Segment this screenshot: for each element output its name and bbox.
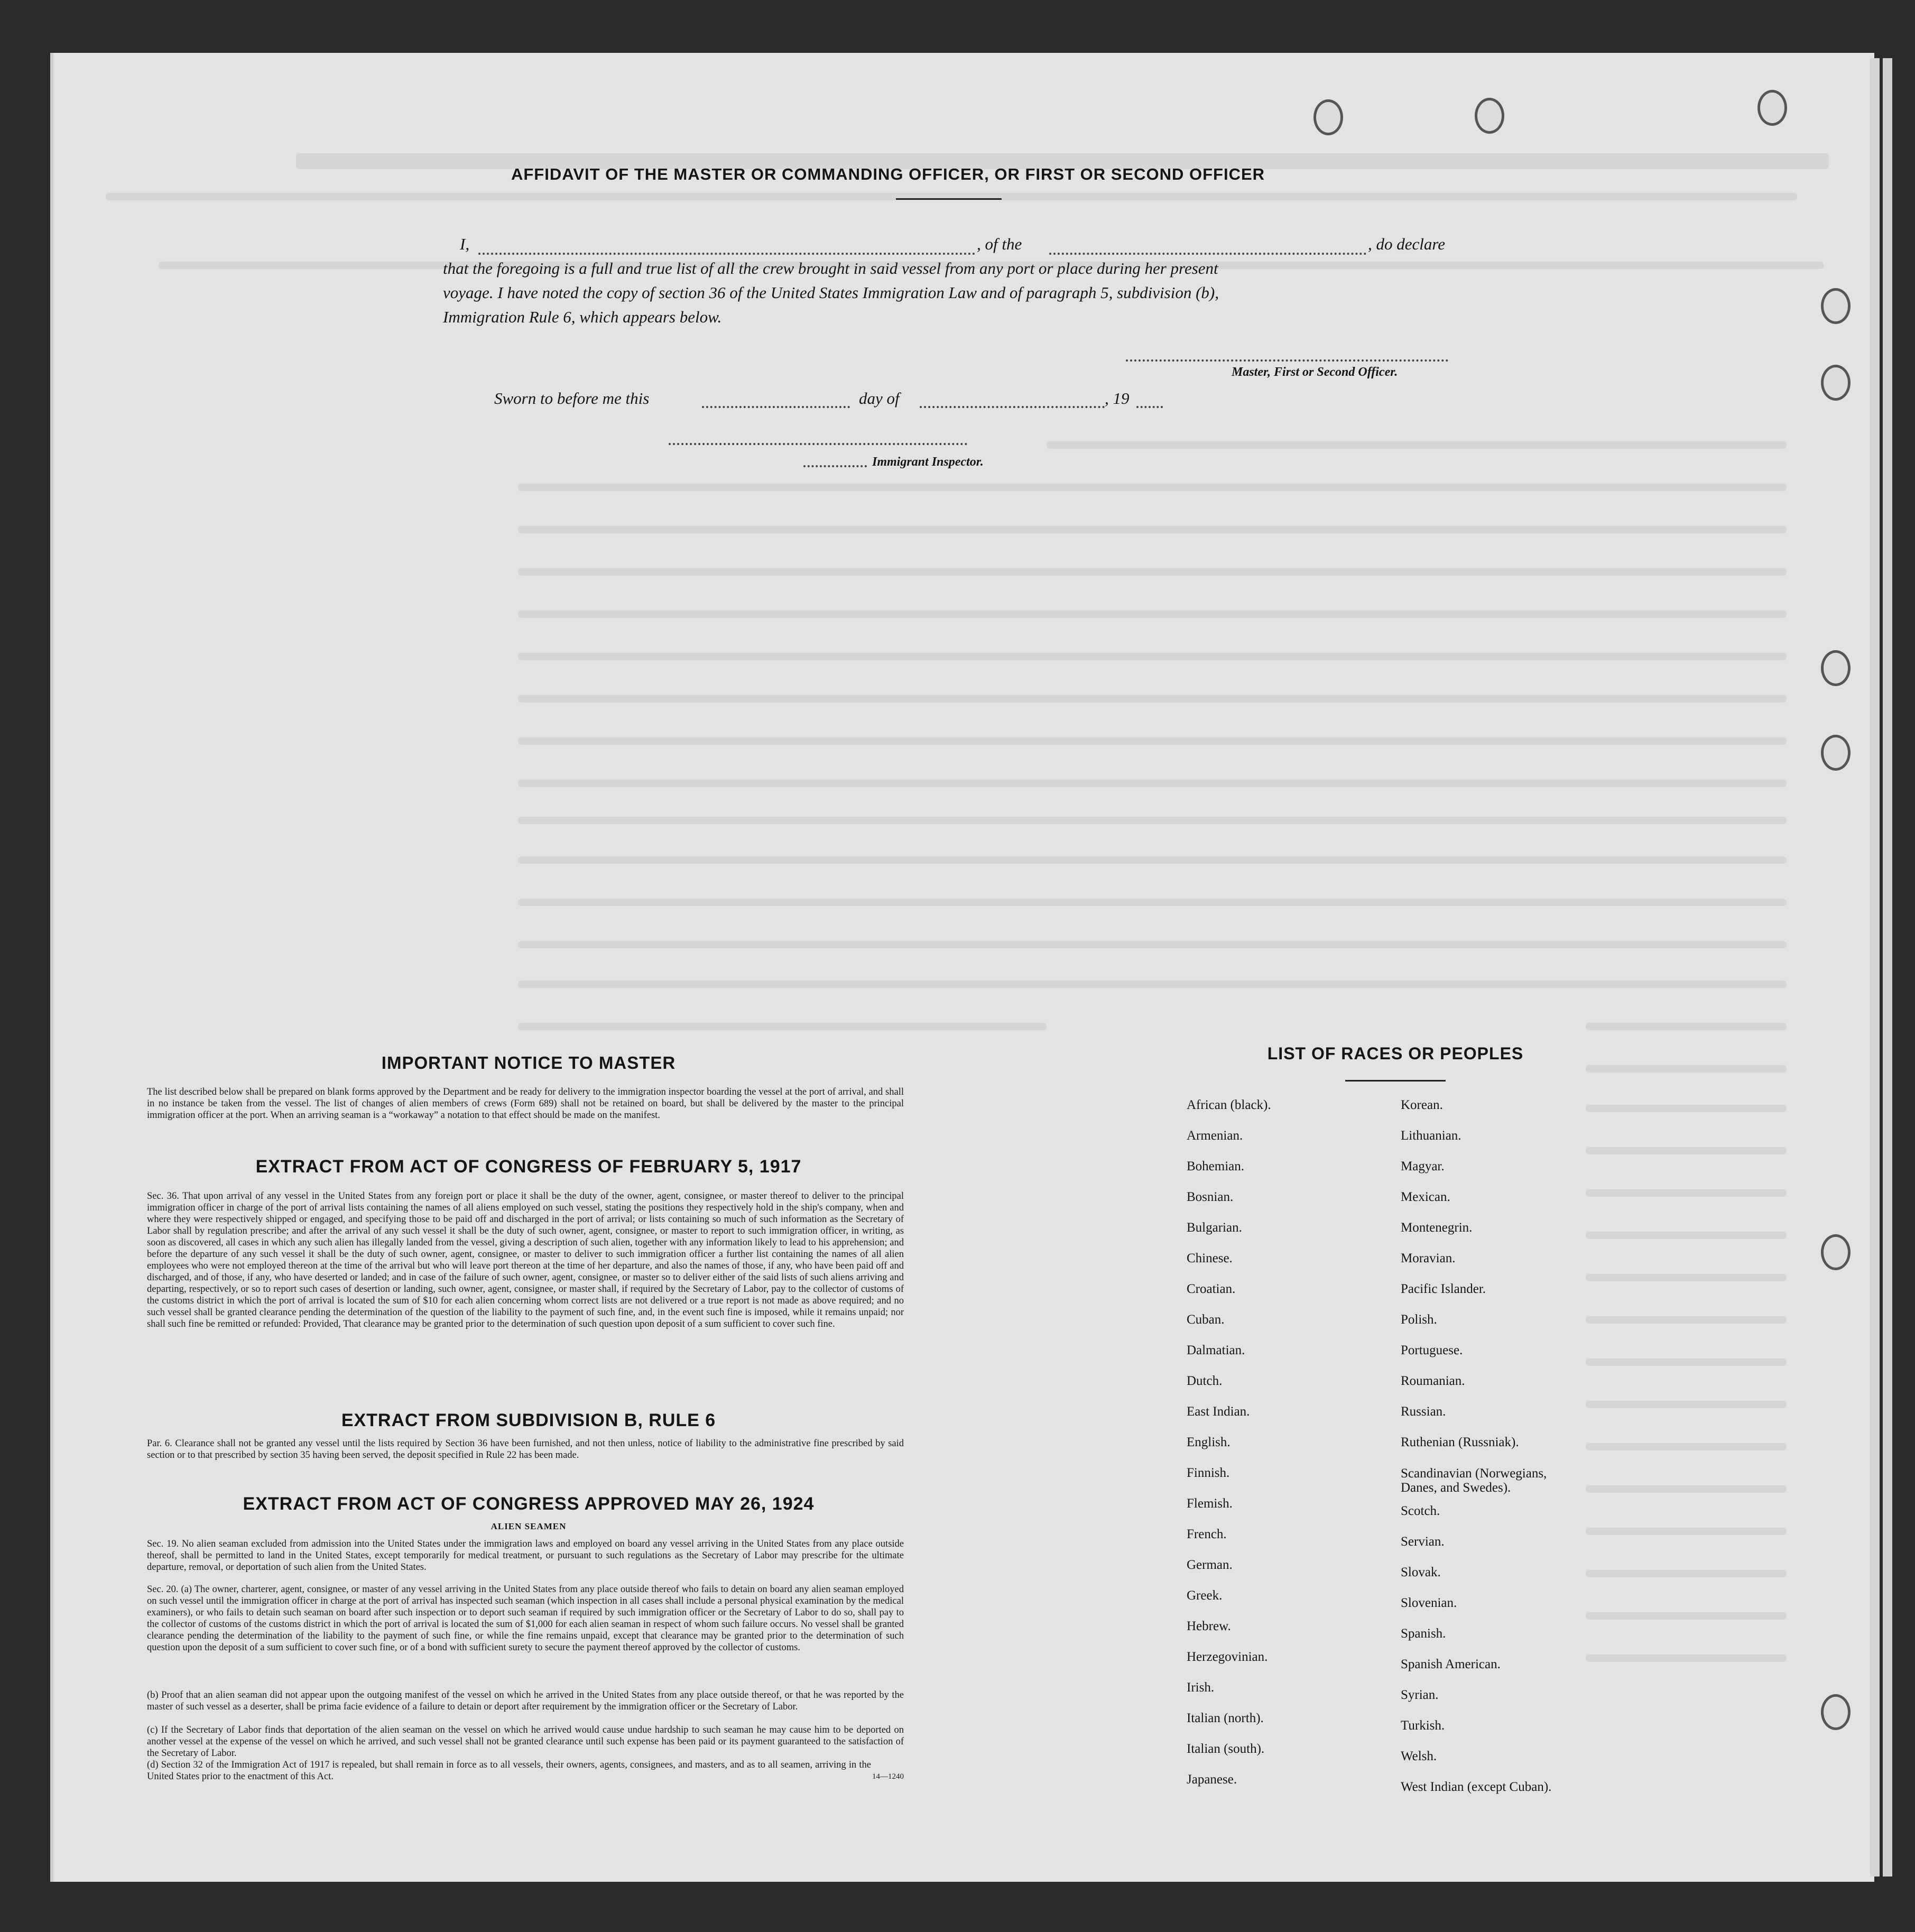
- bleed-through: [1047, 441, 1787, 449]
- sworn-year-line[interactable]: [1136, 406, 1163, 408]
- race-item-left: Hebrew.: [1187, 1619, 1231, 1633]
- race-item-right: Ruthenian (Russniak).: [1401, 1435, 1519, 1449]
- bleed-through: [518, 1023, 1047, 1030]
- punch-hole: [1821, 365, 1851, 401]
- bleed-through: [1586, 1105, 1787, 1112]
- bleed-through: [1586, 1316, 1787, 1324]
- race-item-right: Roumanian.: [1401, 1374, 1465, 1388]
- race-item-left: Bohemian.: [1187, 1159, 1245, 1173]
- race-item-left: African (black).: [1187, 1098, 1271, 1112]
- race-item-right: Korean.: [1401, 1098, 1443, 1112]
- bleed-through: [518, 484, 1787, 491]
- bleed-through: [518, 817, 1787, 824]
- bleed-through: [1586, 1358, 1787, 1366]
- extract-1924-sec20d: (d) Section 32 of the Immigration Act of 1917 is repealed, but shall remain in force as to all vessels, their owners, agents, consignees, and masters, and as to all seamen, arriving in the United States prior to the enactment of this Act.: [147, 1760, 871, 1782]
- race-item-left: Dalmatian.: [1187, 1343, 1245, 1357]
- extract-1924-sec20b: (b) Proof that an alien seaman did not appear upon the outgoing manifest of the vessel on which he arrived in the United States from any place outside thereof, or that he was reported by the master of such vessel as a deserter, shall be prima facie evidence of a failure to detain or deport after requirement by the immigration officer or the Secretary of Labor.: [147, 1690, 904, 1712]
- extract-1924-sec20a: Sec. 20. (a) The owner, charterer, agent, consignee, or master of any vessel arriving in the United States from any place outside thereof who fails to detain on board any alien seaman employed on such vessel until the immigration officer in charge at the port of arrival has inspected such seaman (which inspection in all cases shall include a personal physical examination by the medical examiners), or who fails to detain such seaman on board after such inspection or to deport such seaman if required by such immigration officer or the Secretary of Labor to do so, shall pay to the collector of customs of the customs district in which the port of arrival is located the sum of $1,000 for each alien seaman in respect of whom such failure occurs. No vessel shall be granted clearance pending the determination of the liability to the payment of such fine, or while the fine remains unpaid, except that clearance may be granted prior to the determination of such question upon the deposit of a sum sufficient to cover such fine, or of a bond with sufficient surety to secure the payment thereof approved by the collector of customs.: [147, 1584, 904, 1653]
- race-item-right: Syrian.: [1401, 1688, 1439, 1702]
- notice-title: IMPORTANT NOTICE TO MASTER: [381, 1053, 676, 1073]
- affidavit-body-line3: Immigration Rule 6, which appears below.: [443, 308, 722, 326]
- extract-rule6-text: Par. 6. Clearance shall not be granted any vessel until the lists required by Section 36 have been furnished, and not then unless, notice of liability to the administrative fine prescribed by said section or to that prescribed by section 35 having been served, the deposit specified in Rule 22 has been made.: [147, 1438, 904, 1460]
- affidavit-line1-declare: , do declare: [1368, 235, 1446, 253]
- race-item-left: English.: [1187, 1435, 1231, 1449]
- bleed-through: [518, 611, 1787, 618]
- bleed-through: [518, 899, 1787, 906]
- punch-hole: [1821, 1234, 1851, 1270]
- bleed-through: [518, 780, 1787, 787]
- bleed-through: [518, 941, 1787, 948]
- race-item-right: Slovenian.: [1401, 1596, 1457, 1610]
- bleed-through: [1586, 1654, 1787, 1662]
- race-item-right: Russian.: [1401, 1404, 1446, 1419]
- extract-1924-sec20c: (c) If the Secretary of Labor finds that deportation of the alien seaman on the vessel on which he arrived would cause undue hardship to such seaman he may cause him to be deported on another vessel at the expense of the vessel on which he arrived, and such vessel shall not be granted clearance until such expense has been paid or its payment guaranteed to the satisfaction of the Secretary of Labor.: [147, 1725, 904, 1759]
- race-item-left: Italian (north).: [1187, 1711, 1264, 1725]
- races-left-column: [1187, 1090, 1271, 1795]
- bleed-through: [518, 737, 1787, 745]
- race-item-left: German.: [1187, 1558, 1233, 1572]
- race-item-left: Bulgarian.: [1187, 1221, 1242, 1235]
- sworn-prefix: Sworn to before me this: [494, 389, 650, 408]
- punch-hole: [1821, 1694, 1851, 1730]
- bleed-through: [518, 981, 1787, 988]
- bleed-through: [1586, 1274, 1787, 1281]
- race-item-right: Polish.: [1401, 1312, 1437, 1327]
- extract-1917-title: EXTRACT FROM ACT OF CONGRESS OF FEBRUARY 5, 1917: [255, 1157, 802, 1177]
- master-signature-caption: Master, First or Second Officer.: [1232, 365, 1398, 379]
- bleed-through: [518, 653, 1787, 660]
- bleed-through: [1586, 1065, 1787, 1073]
- vessel-field-line[interactable]: [1049, 253, 1366, 255]
- bleed-through: [1586, 1612, 1787, 1620]
- bleed-through: [1586, 1023, 1787, 1030]
- bleed-through: [518, 526, 1787, 533]
- name-field-line[interactable]: [478, 253, 975, 255]
- bleed-through: [518, 695, 1787, 702]
- bleed-through: [1586, 1485, 1787, 1493]
- sworn-month-line[interactable]: [920, 406, 1105, 408]
- notice-text: The list described below shall be prepared on blank forms approved by the Department and be ready for delivery to the immigration inspector boarding the vessel at the port of arrival, and shall in no instance be taken from the vessel. The list of changes of alien members of crews (Form 689) shall not be retained on board, but shall be delivered by the master to the principal immigration officer at the port. When an arriving seaman is a “workaway” a notation to that effect should be made on the manifest.: [147, 1087, 904, 1121]
- punch-hole: [1821, 735, 1851, 771]
- extract-1924-sec19: Sec. 19. No alien seaman excluded from admission into the United States under the immigration laws and employed on board any vessel arriving in the United States from any place outside thereof, shall be permitted to land in the United States, except temporarily for medical treatment, or pursuant to such regulations as the Secretary of Labor may prescribe for the ultimate departure, removal, or deportation of such alien from the United States.: [147, 1539, 904, 1573]
- extract-1917-text: Sec. 36. That upon arrival of any vessel in the United States from any foreign port or place it shall be the duty of the owner, agent, consignee, or master thereof to deliver to the principal immigration officer in charge of the port of arrival lists containing the names of all aliens employed on such vessel, stating the positions they respectively hold in the ship's company, when and where they were respectively shipped or engaged, and specifying those to be paid off and discharged in the port of arrival; or lists containing so much of such information as the Secretary of Labor shall by regulation prescribe; and after the arrival of any such vessel it shall be the duty of such owner, agent, consignee, or master to report to such immigration officer, in writing, as soon as discovered, all cases in which any such alien has illegally landed from the vessel, giving a description of such alien, together with any information likely to lead to his apprehension; and before the departure of any such vessel it shall be the duty of such owner, agent, consignee, or master to deliver to such immigration officer a further list containing the names of all alien employees who were not employed thereon at the time of the arrival but who will leave port thereon at the time of her departure, and also the names of those, if any, who have been paid off and discharged, and of those, if any, who have deserted or landed; and in case of the failure of such owner, agent, consignee, or master so to deliver either of the said lists of such aliens arriving and departing, respectively, or so to report such cases of desertion or landing, such owner, agent, consignee, or master shall, if required by the Secretary of Labor, pay to the collector of customs of the customs district in which the port of arrival is located the sum of $10 for each alien concerning whom correct lists are not delivered or a true report is not made as above required; and no such vessel shall be granted clearance pending the determination of the question of the liability to the payment of such fine, and, in the event such fine is imposed, while it remains unpaid; nor shall such fine be remitted or refunded: Provided, That clearance may be granted prior to the determination of such question upon deposit of a sum sufficient to cover such fine.: [147, 1191, 904, 1329]
- race-item-right: Portuguese.: [1401, 1343, 1463, 1357]
- race-item-right: Spanish American.: [1401, 1657, 1501, 1671]
- bleed-through: [518, 568, 1787, 576]
- race-item-left: Cuban.: [1187, 1312, 1225, 1327]
- race-item-right: Turkish.: [1401, 1718, 1445, 1733]
- bleed-through: [1586, 1528, 1787, 1535]
- races-underline: [1345, 1080, 1446, 1081]
- race-item-right: Magyar.: [1401, 1159, 1445, 1173]
- race-item-right: Lithuanian.: [1401, 1129, 1461, 1143]
- form-number: 14—1240: [872, 1772, 904, 1781]
- race-item-right: West Indian (except Cuban).: [1401, 1780, 1552, 1794]
- race-item-right: Welsh.: [1401, 1749, 1437, 1763]
- race-item-right: Moravian.: [1401, 1251, 1456, 1265]
- sheet-edge-right-2: [1883, 58, 1892, 1876]
- race-item-left: Croatian.: [1187, 1282, 1236, 1296]
- bleed-through: [518, 856, 1787, 864]
- race-item-left: Greek.: [1187, 1588, 1223, 1603]
- race-item-left: Irish.: [1187, 1680, 1215, 1695]
- race-item-right: Servian.: [1401, 1534, 1445, 1549]
- race-item-left: Dutch.: [1187, 1374, 1223, 1388]
- race-item-left: Japanese.: [1187, 1772, 1237, 1787]
- race-item-right: Mexican.: [1401, 1190, 1450, 1204]
- races-title: LIST OF RACES OR PEOPLES: [1267, 1044, 1524, 1063]
- bleed-through: [1586, 1147, 1787, 1154]
- extract-rule6-title: EXTRACT FROM SUBDIVISION B, RULE 6: [341, 1410, 716, 1430]
- affidavit-line1-i: I,: [460, 235, 470, 253]
- race-item-right: Scotch.: [1401, 1504, 1440, 1518]
- inspector-signature-line-2[interactable]: [803, 465, 867, 467]
- race-item-left: Chinese.: [1187, 1251, 1233, 1265]
- bleed-through: [1586, 1189, 1787, 1197]
- extract-1924-subtitle: ALIEN SEAMEN: [491, 1521, 567, 1531]
- punch-hole: [1821, 288, 1851, 324]
- affidavit-body-line1: that the foregoing is a full and true list of all the crew brought in said vessel from any port or place during her present: [443, 259, 1218, 278]
- race-item-left: Bosnian.: [1187, 1190, 1234, 1204]
- bleed-through: [1586, 1401, 1787, 1408]
- punch-hole: [1821, 650, 1851, 686]
- extract-1924-title: EXTRACT FROM ACT OF CONGRESS APPROVED MAY 26, 1924: [243, 1494, 815, 1514]
- inspector-caption: Immigrant Inspector.: [872, 455, 984, 469]
- race-item-right: Slovak.: [1401, 1565, 1441, 1579]
- race-item-right: Pacific Islander.: [1401, 1282, 1486, 1296]
- punch-hole: [1757, 90, 1787, 126]
- affidavit-line1-of: , of the: [977, 235, 1022, 253]
- race-item-right: Scandinavian (Norwegians, Danes, and Swedes).: [1401, 1466, 1547, 1495]
- bleed-through: [1586, 1443, 1787, 1450]
- affidavit-title: AFFIDAVIT OF THE MASTER OR COMMANDING OFFICER, OR FIRST OR SECOND OFFICER: [511, 165, 1265, 183]
- race-item-left: Armenian.: [1187, 1129, 1243, 1143]
- sheet-edge-right: [1870, 58, 1880, 1876]
- race-item-left: Flemish.: [1187, 1496, 1233, 1511]
- title-underline: [896, 198, 1002, 200]
- punch-hole: [1475, 98, 1504, 134]
- bleed-through: [1586, 1232, 1787, 1239]
- sworn-day-label: day of: [859, 389, 900, 408]
- bleed-through: [1586, 1570, 1787, 1577]
- race-item-left: French.: [1187, 1527, 1227, 1541]
- inspector-signature-line[interactable]: [669, 443, 967, 445]
- sworn-year-label: , 19: [1105, 389, 1130, 408]
- race-item-right: Montenegrin.: [1401, 1221, 1473, 1235]
- races-right-column: [1401, 1090, 1580, 1802]
- race-item-right: Spanish.: [1401, 1626, 1446, 1641]
- sworn-day-line[interactable]: [702, 406, 850, 408]
- race-item-left: Finnish.: [1187, 1466, 1230, 1480]
- punch-hole: [1313, 99, 1343, 135]
- race-item-left: Herzegovinian.: [1187, 1650, 1268, 1664]
- race-item-left: Italian (south).: [1187, 1742, 1265, 1756]
- affidavit-body-line2: voyage. I have noted the copy of section 36 of the United States Immigration Law and of paragraph 5, subdivision (b),: [443, 283, 1219, 302]
- race-item-left: East Indian.: [1187, 1404, 1250, 1419]
